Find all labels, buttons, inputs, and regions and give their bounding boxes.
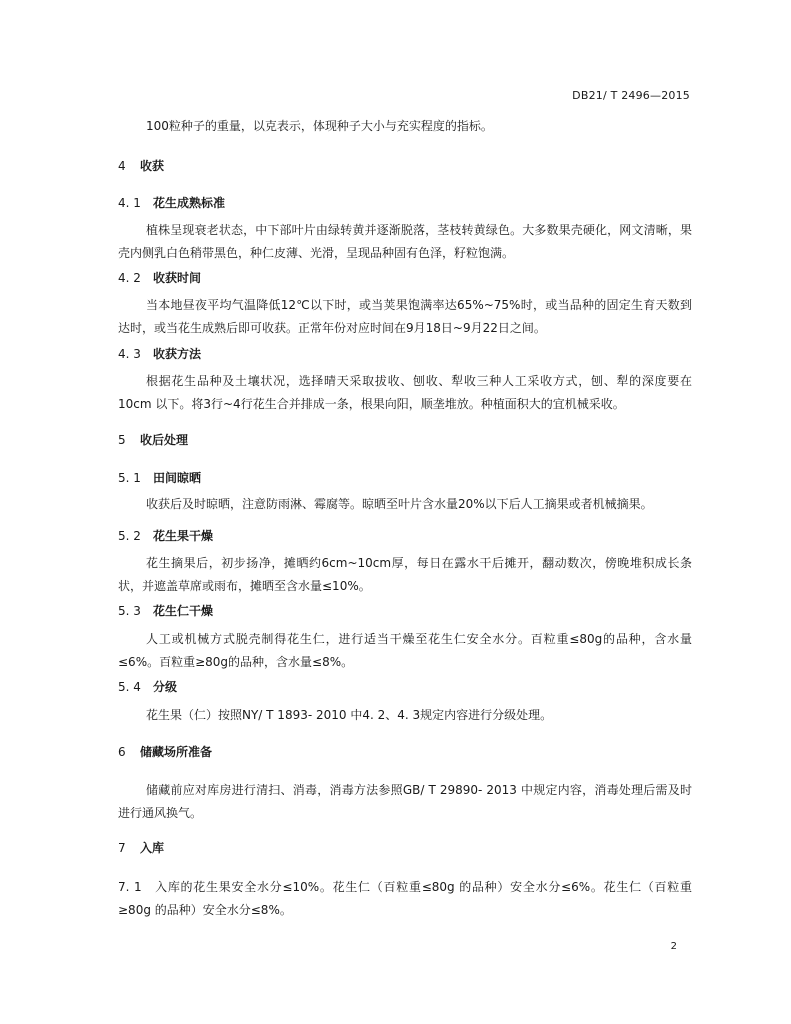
section-number: 5 xyxy=(118,433,126,447)
subsection-number: 4. 2 xyxy=(118,271,141,285)
section-number: 6 xyxy=(118,745,126,759)
section-5-3-heading xyxy=(118,601,213,621)
subsection-title: 分级 xyxy=(153,680,178,694)
intro-paragraph: 100粒种子的重量，以克表示，体现种子大小与充实程度的指标。 xyxy=(146,119,493,133)
subsection-number: 4. 3 xyxy=(118,347,141,361)
section-4-3-text: 根据花生品种及土壤状况，选择晴天采取拔收、刨收、犁收三种人工采收方式，刨、犁的深度要在10cm 以下。将3行~4行花生合并排成一条，根果向阳，顺垄堆放。种植面积大的宜机械采收。 xyxy=(118,374,692,411)
section-7-heading xyxy=(118,838,164,858)
subsection-title: 花生成熟标准 xyxy=(153,196,226,210)
section-6-text: 储藏前应对库房进行清扫、消毒，消毒方法参照GB/ T 29890- 2013 中规定内容，消毒处理后需及时进行通风换气。 xyxy=(118,783,692,820)
section-5-2-text: 花生摘果后，初步扬净，摊晒约6cm~10cm厚，每日在露水干后摊开，翻动数次，傍晚堆积成长条状，并遮盖草席或雨布，摊晒至含水量≤10%。 xyxy=(118,556,692,593)
section-title: 储藏场所准备 xyxy=(140,745,213,759)
section-title: 收后处理 xyxy=(140,433,189,447)
section-number: 4 xyxy=(118,159,126,173)
section-title: 收获 xyxy=(140,159,165,173)
section-4-3-heading xyxy=(118,344,201,364)
section-4-1-heading xyxy=(118,193,225,213)
section-5-1-heading xyxy=(118,468,201,488)
section-5-3-text: 人工或机械方式脱壳制得花生仁，进行适当干燥至花生仁安全水分。百粒重≤80g的品种，含水量≤6%。百粒重≥80g的品种，含水量≤8%。 xyxy=(118,632,692,669)
section-number: 7 xyxy=(118,841,126,855)
subsection-title: 花生果干燥 xyxy=(153,529,214,543)
section-5-4-text: 花生果（仁）按照NY/ T 1893- 2010 中4. 2、4. 3规定内容进行分级处理。 xyxy=(146,708,553,722)
subsection-title: 田间晾晒 xyxy=(153,471,202,485)
standard-code: DB21/ T 2496—2015 xyxy=(572,89,690,102)
subsection-number: 5. 3 xyxy=(118,604,141,618)
page-number: 2 xyxy=(670,941,677,952)
section-7-1-text: 7. 1 入库的花生果安全水分≤10%。花生仁（百粒重≤80g 的品种）安全水分≤6%。花生仁（百粒重≥80g 的品种）安全水分≤8%。 xyxy=(118,880,692,917)
section-5-4-heading xyxy=(118,677,177,697)
section-5-heading xyxy=(118,430,188,450)
section-6-heading xyxy=(118,742,212,762)
section-4-2-text: 当本地昼夜平均气温降低12℃以下时，或当荚果饱满率达65%~75%时，或当品种的固定生育天数到达时，或当花生成熟后即可收获。正常年份对应时间在9月18日~9月22日之间。 xyxy=(118,298,692,335)
subsection-title: 花生仁干燥 xyxy=(153,604,214,618)
section-5-1-text: 收获后及时晾晒，注意防雨淋、霉腐等。晾晒至叶片含水量20%以下后人工摘果或者机械摘果。 xyxy=(146,497,653,511)
subsection-number: 5. 2 xyxy=(118,529,141,543)
section-4-1-text: 植株呈现衰老状态，中下部叶片由绿转黄并逐渐脱落，茎枝转黄绿色。大多数果壳硬化，网文清晰，果壳内侧乳白色稍带黑色，种仁皮薄、光滑，呈现品种固有色泽，籽粒饱满。 xyxy=(118,223,692,260)
subsection-number: 5. 1 xyxy=(118,471,141,485)
subsection-title: 收获时间 xyxy=(153,271,202,285)
subsection-title: 收获方法 xyxy=(153,347,202,361)
section-5-2-heading xyxy=(118,526,213,546)
subsection-number: 5. 4 xyxy=(118,680,141,694)
section-title: 入库 xyxy=(140,841,165,855)
section-4-2-heading xyxy=(118,268,201,288)
subsection-number: 4. 1 xyxy=(118,196,141,210)
section-4-heading xyxy=(118,156,164,176)
